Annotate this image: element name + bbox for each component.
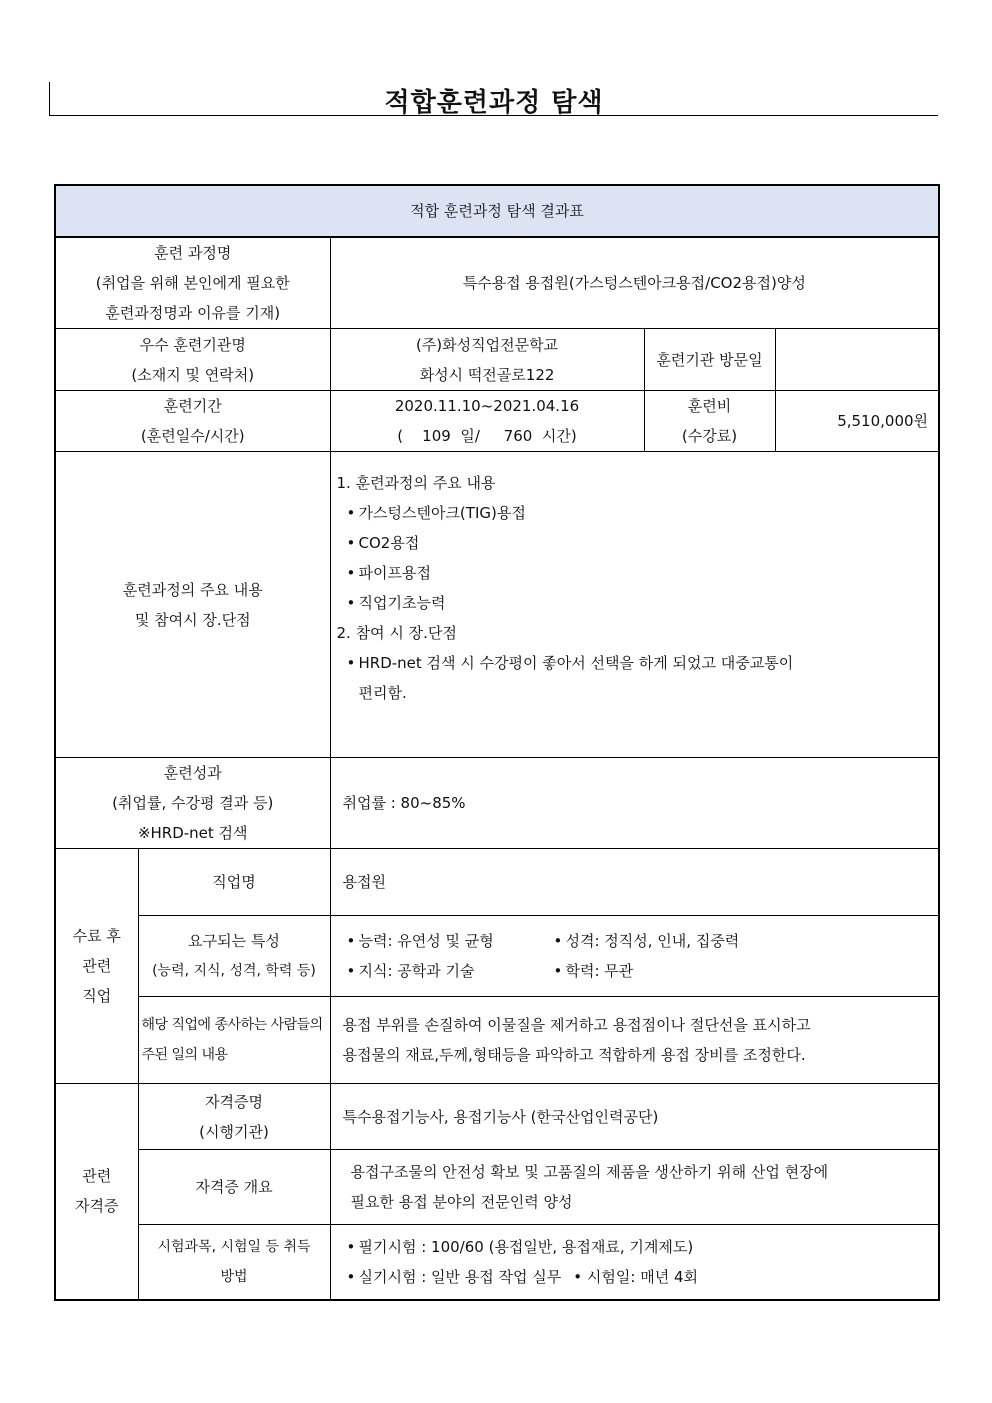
- list-item: • 파이프용접: [337, 558, 933, 588]
- table-header: 적합 훈련과정 탐색 결과표: [55, 185, 939, 237]
- page-title: 적합훈련과정 탐색: [384, 88, 604, 118]
- exam-practical: • 실기시험 : 일반 용접 작업 실무 • 시험일: 매년 4회: [337, 1262, 933, 1292]
- job-traits-label: 요구되는 특성 (능력, 지식, 성격, 학력 등): [138, 916, 330, 997]
- job-name-value: 용접원: [330, 849, 939, 916]
- result-table: [54, 184, 940, 1301]
- cert-overview-value: 용접구조물의 안전성 확보 및 고품질의 제품을 생산하기 위해 산업 현장에 필요한 용접 분야의 전문인력 양성: [330, 1150, 939, 1225]
- content-section-2: 2. 참여 시 장.단점: [336, 624, 457, 642]
- institution-value: (주)화성직업전문학교 화성시 떡전골로122: [330, 329, 644, 391]
- outcome-label: 훈련성과 (취업률, 수강평 결과 등) ※HRD-net 검색: [55, 758, 330, 849]
- trait-education: • 학력: 무관: [553, 962, 634, 980]
- course-label: 훈련 과정명 (취업을 위해 본인에게 필요한 훈련과정명과 이유를 기재): [55, 237, 330, 329]
- content-value: [330, 452, 939, 758]
- period-label: 훈련기간 (훈련일수/시간): [55, 391, 330, 452]
- exam-written: • 필기시험 : 100/60 (용접일반, 용접재료, 기계제도): [337, 1232, 933, 1262]
- trait-personality: • 성격: 정직성, 인내, 집중력: [553, 932, 740, 950]
- course-value: 특수용접 용접원(가스텅스텐아크용접/CO2용접)양성: [330, 237, 939, 329]
- cert-overview-label: 자격증 개요: [138, 1150, 330, 1225]
- job-duty-label: 해당 직업에 종사하는 사람들의 주된 일의 내용: [138, 997, 330, 1084]
- job-duty-value: 용접 부위를 손질하여 이물질을 제거하고 용접점이나 절단선을 표시하고 용접물의 재료,두께,형태등을 파악하고 적합하게 용접 장비를 조정한다.: [330, 997, 939, 1084]
- title-area: [49, 82, 938, 116]
- list-item: • 직업기초능력: [337, 588, 933, 618]
- institution-label: 우수 훈련기관명 (소재지 및 연락처): [55, 329, 330, 391]
- visit-date-value: [775, 329, 939, 391]
- period-value: 2020.11.10~2021.04.16 ( 109 일/ 760 시간): [330, 391, 644, 452]
- outcome-value: 취업률 : 80~85%: [330, 758, 939, 849]
- cert-exam-label: 시험과목, 시험일 등 취득 방법: [138, 1225, 330, 1300]
- cert-name-label: 자격증명 (시행기관): [138, 1084, 330, 1150]
- fee-label: 훈련비 (수강료): [644, 391, 775, 452]
- content-items-1: [337, 498, 933, 618]
- job-name-label: 직업명: [138, 849, 330, 916]
- content-label: 훈련과정의 주요 내용 및 참여시 장.단점: [55, 452, 330, 758]
- cert-name-value: 특수용접기능사, 용접기능사 (한국산업인력공단): [330, 1084, 939, 1150]
- cert-group-label: 관련 자격증: [55, 1084, 138, 1300]
- trait-ability: • 능력: 유연성 및 균형: [346, 932, 494, 950]
- content-section-1: 1. 훈련과정의 주요 내용: [336, 474, 496, 492]
- visit-date-label: 훈련기관 방문일: [644, 329, 775, 391]
- list-item-continuation: 편리함.: [358, 684, 407, 702]
- job-group-label: 수료 후 관련 직업: [55, 849, 138, 1084]
- list-item: • HRD-net 검색 시 수강평이 좋아서 선택을 하게 되었고 대중교통이: [337, 648, 933, 678]
- trait-knowledge: • 지식: 공학과 기술: [346, 962, 475, 980]
- job-traits-value: [330, 916, 939, 997]
- list-item: • 가스텅스텐아크(TIG)용접: [337, 498, 933, 528]
- list-item: • CO2용접: [337, 528, 933, 558]
- fee-value: 5,510,000원: [775, 391, 939, 452]
- content-items-2: [337, 648, 933, 678]
- cert-exam-value: [330, 1225, 939, 1300]
- exam-schedule: 시험일: 매년 4회: [586, 1267, 698, 1286]
